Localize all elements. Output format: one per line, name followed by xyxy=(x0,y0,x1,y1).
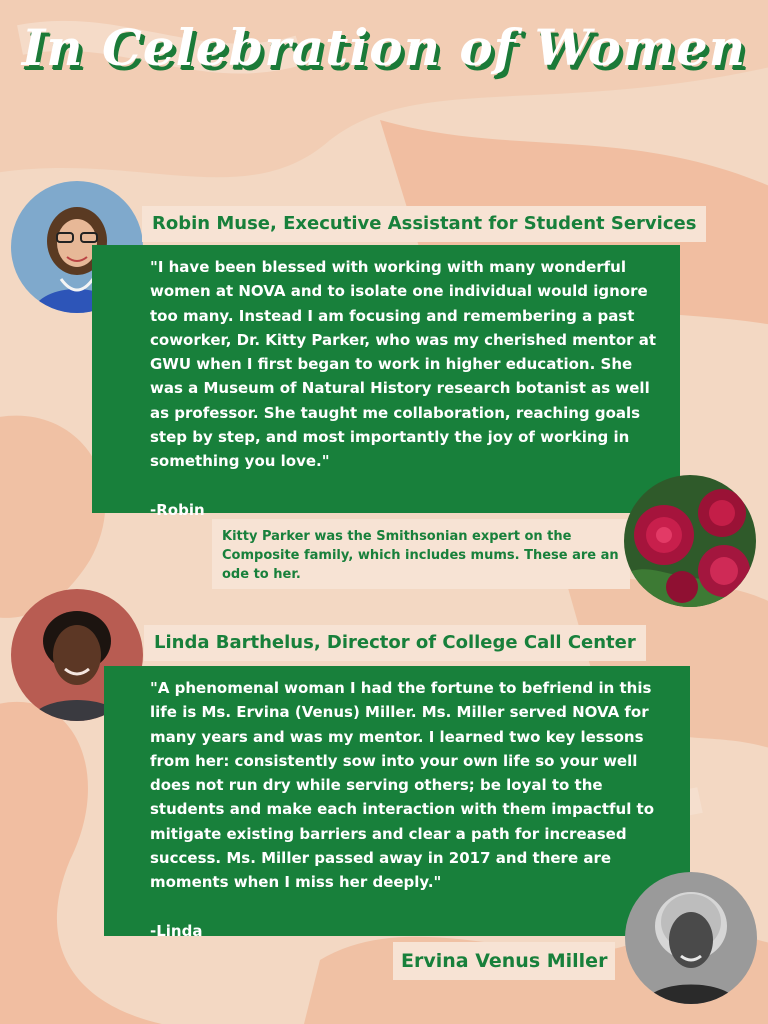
linda-signature: -Linda xyxy=(150,921,203,940)
ervina-caption: Ervina Venus Miller xyxy=(393,942,615,980)
chrysanthemum-photo xyxy=(624,475,756,607)
robin-signature: -Robin xyxy=(150,500,205,519)
robin-quote-box xyxy=(92,245,680,519)
linda-quote-text: "A phenomenal woman I had the fortune to befriend in this life is Ms. Ervina (Venus) Miller. Ms. Miller served NOVA for many years and was my mentor. I learned two key lessons from her: consistently sow into your own life so your well does not run dry while serving others; be loyal to the students and make each interaction with them impactful to mitigate existing barriers and clear a path for increased success. Ms. Miller passed away in 2017 and there are moments when I miss her deeply." xyxy=(150,679,655,892)
robin-quote-text: "I have been blessed with working with many wonderful women at NOVA and to isolate one individual would ignore too many. Instead I am focusing and remembering a past coworker, Dr. Kitty Parker, who was my cherished mentor at GWU when I first began to work in higher education. She was a Museum of Natural History research botanist as well as professor. She taught me collaboration, reaching goals step by step, and most importantly the joy of working in something you love." xyxy=(150,258,657,471)
linda-quote-box xyxy=(104,666,690,940)
ervina-avatar xyxy=(625,872,757,1004)
linda-name-title: Linda Barthelus, Director of College Call Center xyxy=(144,625,646,661)
page-title: In Celebration of Women xyxy=(21,18,747,77)
kitty-parker-note: Kitty Parker was the Smithsonian expert on the Composite family, which includes mums. These are an ode to her. xyxy=(212,519,630,589)
robin-name-title: Robin Muse, Executive Assistant for Student Services xyxy=(142,206,706,242)
